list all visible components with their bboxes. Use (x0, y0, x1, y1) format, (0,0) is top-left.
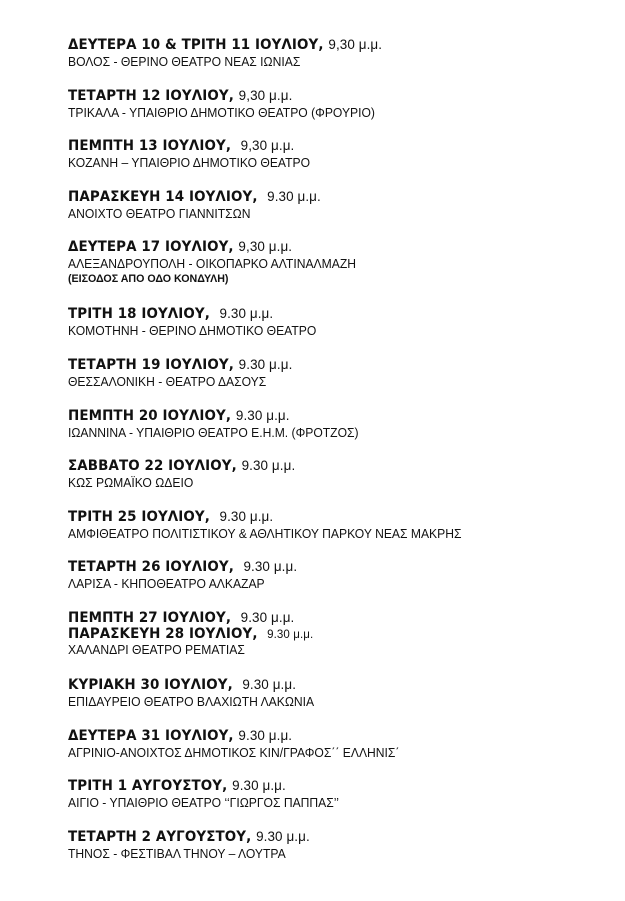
date-label: ΤΕΤΑΡΤΗ 12 ΙΟΥΛΙΟΥ, (68, 87, 234, 104)
schedule-entry (68, 238, 613, 305)
schedule-entry (68, 558, 613, 609)
date-line (68, 356, 591, 374)
time-label: 9,30 μ.μ. (328, 36, 383, 52)
time-label: 9.30 μ.μ. (267, 626, 314, 641)
time-label: 9.30 μ.μ. (219, 305, 274, 322)
venue-note: (ΕΙΣΟΔΟΣ ΑΠΟ ΟΔΟ ΚΟΝΔΥΛΗ) (68, 273, 229, 286)
venue-label: ΚΟΜΟΤΗΝΗ - ΘΕΡΙΝΟ ΔΗΜΟΤΙΚΟ ΘΕΑΤΡΟ (68, 324, 317, 339)
schedule-entry (68, 457, 613, 508)
schedule-entry (68, 777, 613, 828)
time-label: 9.30 μ.μ. (242, 675, 297, 692)
date-line (68, 188, 591, 206)
date-line (68, 828, 591, 846)
date-line (68, 609, 591, 626)
venue-label: ΑΜΦΙΘΕΑΤΡΟ ΠΟΛΙΤΙΣΤΙΚΟΥ & ΑΘΛΗΤΙΚΟΥ ΠΑΡΚΟΥ ΝΕΑΣ ΜΑΚΡΗΣ (68, 526, 462, 541)
venue-label: ΤΡΙΚΑΛΑ - ΥΠΑΙΘΡΙΟ ΔΗΜΟΤΙΚΟ ΘΕΑΤΡΟ (ΦΡΟΥΡΙΟ) (68, 105, 375, 120)
date-line (68, 137, 591, 155)
date-line (68, 508, 591, 526)
time-label: 9,30 μ.μ. (238, 86, 293, 103)
schedule-entry (68, 676, 613, 727)
venue-label: ΑΝΟΙΧΤΟ ΘΕΑΤΡΟ ΓΙΑΝΝΙΤΣΩΝ (68, 206, 251, 221)
date-line (68, 558, 591, 576)
date-label: ΠΕΜΠΤΗ 13 ΙΟΥΛΙΟΥ, (68, 138, 232, 155)
schedule-entry (68, 36, 613, 87)
date-label: ΔΕΥΤΕΡΑ 17 ΙΟΥΛΙΟΥ, (68, 239, 234, 256)
date-label: ΤΡΙΤΗ 18 ΙΟΥΛΙΟΥ, (68, 306, 210, 323)
date-line (68, 676, 591, 694)
time-label: 9,30 μ.μ. (238, 238, 293, 255)
time-label: 9.30 μ.μ. (235, 406, 290, 423)
time-label: 9.30 μ.μ. (238, 355, 293, 372)
schedule-entry (68, 828, 613, 879)
time-label: 9.30 μ.μ. (238, 726, 293, 743)
date-label: ΔΕΥΤΕΡΑ 31 ΙΟΥΛΙΟΥ, (68, 727, 234, 744)
date-label: ΣΑΒΒΑΤΟ 22 ΙΟΥΛΙΟΥ, (68, 458, 237, 475)
schedule-entry (68, 137, 613, 188)
venue-label: ΑΙΓΙΟ - ΥΠΑΙΘΡΙΟ ΘΕΑΤΡΟ ‘‘ΓΙΩΡΓΟΣ ΠΑΠΠΑΣ’’ (68, 796, 339, 811)
date-label: ΠΕΜΠΤΗ 20 ΙΟΥΛΙΟΥ, (68, 407, 232, 424)
date-label: ΠΕΜΠΤΗ 27 ΙΟΥΛΙΟΥ, (68, 609, 232, 626)
schedule-entry (68, 508, 613, 559)
date-line (68, 36, 591, 54)
time-label: 9.30 μ.μ. (219, 507, 274, 524)
venue-label: ΑΛΕΞΑΝΔΡΟΥΠΟΛΗ - ΟΙΚΟΠΑΡΚΟ ΑΛΤΙΝΑΛΜΑΖΗ (68, 257, 356, 272)
time-label: 9,30 μ.μ. (240, 137, 295, 154)
time-label: 9.30 μ.μ. (240, 608, 295, 625)
date-line (68, 87, 591, 105)
date-line (68, 626, 591, 642)
date-label: ΠΑΡΑΣΚΕΥΗ 28 ΙΟΥΛΙΟΥ, (68, 625, 258, 642)
schedule-entry (68, 87, 613, 138)
time-label: 9.30 μ.μ. (243, 558, 298, 575)
date-label: ΤΡΙΤΗ 1 ΑΥΓΟΥΣΤΟΥ, (68, 778, 228, 795)
time-label: 9.30 μ.μ. (232, 777, 286, 794)
venue-label: ΙΩΑΝΝΙΝΑ - ΥΠΑΙΘΡΙΟ ΘΕΑΤΡΟ Ε.Η.Μ. (ΦΡΟΤΖΟΣ) (68, 425, 359, 440)
schedule-entry (68, 356, 613, 407)
date-line (68, 238, 591, 256)
schedule-entry (68, 727, 613, 778)
schedule-entry (68, 305, 613, 356)
date-line (68, 407, 591, 425)
schedule-entry (68, 609, 613, 676)
date-line (68, 727, 591, 745)
date-label: ΚΥΡΙΑΚΗ 30 ΙΟΥΛΙΟΥ, (68, 676, 233, 693)
time-label: 9.30 μ.μ. (256, 827, 310, 844)
venue-label: ΧΑΛΑΝΔΡΙ ΘΕΑΤΡΟ ΡΕΜΑΤΙΑΣ (68, 642, 245, 657)
date-label: ΤΕΤΑΡΤΗ 2 ΑΥΓΟΥΣΤΟΥ, (68, 828, 252, 845)
time-label: 9.30 μ.μ. (241, 457, 296, 474)
time-label: 9.30 μ.μ. (267, 187, 321, 204)
venue-label: ΑΓΡΙΝΙΟ-ΑΝΟΙΧΤΟΣ ΔΗΜΟΤΙΚΟΣ ΚΙΝ/ΓΡΑΦΟΣ΄΄ ΕΛΛΗΝΙΣ΄ (68, 745, 400, 760)
date-label: ΤΡΙΤΗ 25 ΙΟΥΛΙΟΥ, (68, 508, 210, 525)
schedule-entry (68, 188, 613, 239)
venue-label: ΘΕΣΣΑΛΟΝΙΚΗ - ΘΕΑΤΡΟ ΔΑΣΟΥΣ (68, 374, 267, 389)
date-line (68, 777, 591, 795)
date-line (68, 457, 591, 475)
date-label: ΔΕΥΤΕΡΑ 10 & ΤΡΙΤΗ 11 ΙΟΥΛΙΟΥ, (68, 37, 324, 53)
venue-label: ΚΩΣ ΡΩΜΑΪΚΟ ΩΔΕΙΟ (68, 476, 194, 491)
date-label: ΤΕΤΑΡΤΗ 26 ΙΟΥΛΙΟΥ, (68, 559, 234, 576)
schedule-entry (68, 407, 613, 458)
venue-label: ΚΟΖΑΝΗ – ΥΠΑΙΘΡΙΟ ΔΗΜΟΤΙΚΟ ΘΕΑΤΡΟ (68, 156, 311, 171)
date-label: ΠΑΡΑΣΚΕΥΗ 14 ΙΟΥΛΙΟΥ, (68, 188, 258, 205)
venue-label: ΤΗΝΟΣ - ΦΕΣΤΙΒΑΛ ΤΗΝΟΥ – ΛΟΥΤΡΑ (68, 846, 286, 861)
venue-label: ΕΠΙΔΑΥΡΕΙΟ ΘΕΑΤΡΟ ΒΛΑΧΙΩΤΗ ΛΑΚΩΝΙΑ (68, 694, 315, 709)
schedule-list (68, 36, 613, 878)
venue-label: ΒΟΛΟΣ - ΘΕΡΙΝΟ ΘΕΑΤΡΟ ΝΕΑΣ ΙΩΝΙΑΣ (68, 55, 301, 69)
venue-label: ΛΑΡΙΣΑ - ΚΗΠΟΘΕΑΤΡΟ ΑΛΚΑΖΑΡ (68, 577, 265, 592)
date-line (68, 305, 591, 323)
date-label: ΤΕΤΑΡΤΗ 19 ΙΟΥΛΙΟΥ, (68, 356, 234, 373)
